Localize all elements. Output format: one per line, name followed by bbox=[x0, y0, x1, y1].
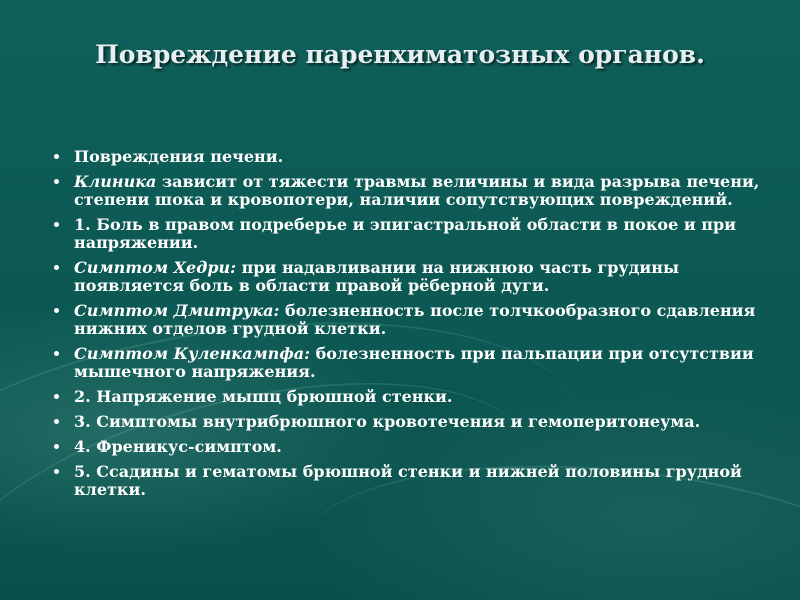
bullet-item bbox=[50, 259, 760, 295]
bullet-list bbox=[50, 148, 760, 506]
bullet-text: 1. Боль в правом подреберье и эпигастральной области в покое и при напряжении. bbox=[74, 215, 737, 252]
bullet-item bbox=[50, 148, 760, 166]
bullet-text: 5. Ссадины и гематомы брюшной стенки и нижней половины грудной клетки. bbox=[74, 462, 742, 499]
bullet-text: 2. Напряжение мышц брюшной стенки. bbox=[74, 387, 453, 406]
bullet-lead: Симптом Куленкампфа: bbox=[74, 344, 311, 363]
bullet-text: Повреждения печени. bbox=[74, 147, 284, 166]
bullet-item bbox=[50, 388, 760, 406]
bullet-text: 4. Френикус-симптом. bbox=[74, 437, 282, 456]
bullet-item bbox=[50, 438, 760, 456]
slide-title: Повреждение паренхиматозных органов. bbox=[95, 40, 705, 69]
bullet-item bbox=[50, 345, 760, 381]
bullet-item bbox=[50, 173, 760, 209]
bullet-item bbox=[50, 302, 760, 338]
bullet-lead: Клиника bbox=[74, 172, 157, 191]
bullet-text: болезненность при пальпации при отсутствии мышечного напряжения. bbox=[74, 344, 754, 381]
bullet-text: зависит от тяжести травмы величины и вида разрыва печени, степени шока и кровопотери, наличии сопутствующих повреждений. bbox=[74, 172, 760, 209]
bullet-item bbox=[50, 463, 760, 499]
bullet-item bbox=[50, 413, 760, 431]
bullet-text: при надавливании на нижнюю часть грудины появляется боль в области правой рёберной дуги. bbox=[74, 258, 679, 295]
bullet-item bbox=[50, 216, 760, 252]
bullet-text: 3. Симптомы внутрибрюшного кровотечения и гемоперитонеума. bbox=[74, 412, 701, 431]
bullet-lead: Симптом Дмитрука: bbox=[74, 301, 280, 320]
bullet-text: болезненность после толчкообразного сдавления нижних отделов грудной клетки. bbox=[74, 301, 756, 338]
bullet-lead: Симптом Хедри: bbox=[74, 258, 237, 277]
